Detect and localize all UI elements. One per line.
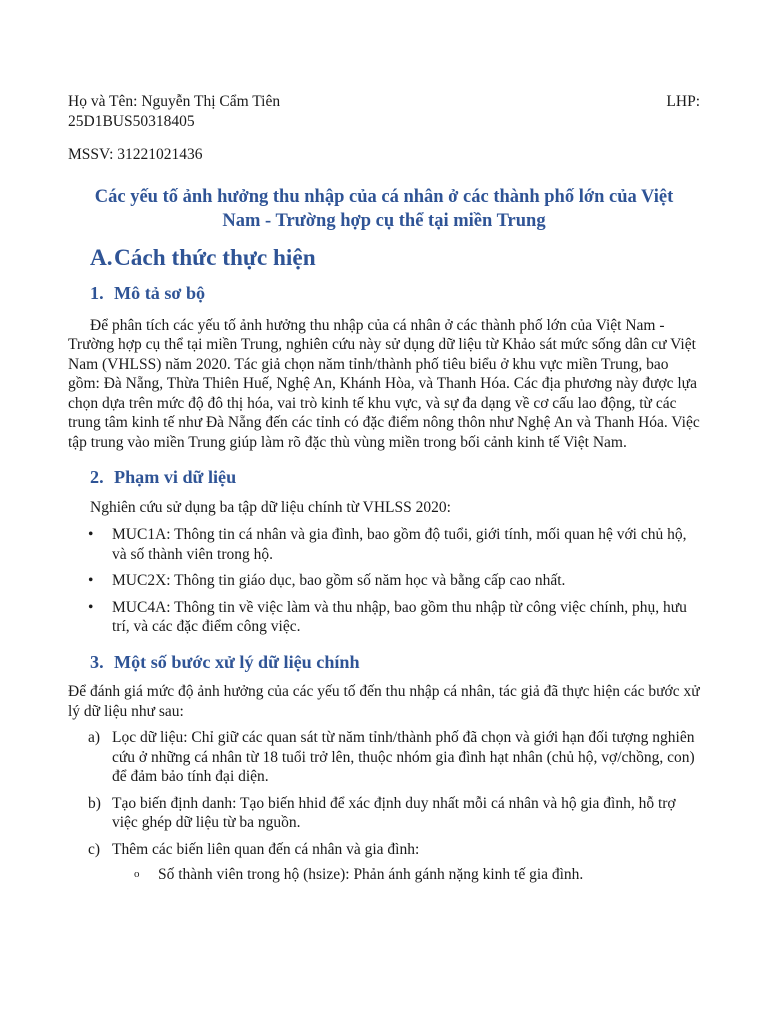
subsection-1-paragraph: Để phân tích các yếu tố ảnh hưởng thu nhập của cá nhân ở các thành phố lớn của Việt Nam - Trường hợp cụ thể tại miền Trung, nghiên cứu này sử dụng dữ liệu từ Khảo sát mức sống dân cư Việt Nam (VHLSS) năm 2020. Tác giả chọn năm tỉnh/thành phố tiêu biểu ở khu vực miền Trung, bao gồm: Đà Nẵng, Thừa Thiên Huế, Nghệ An, Khánh Hòa, và Thanh Hóa. Các địa phương này được lựa chọn dựa trên mức độ đô thị hóa, vai trò kinh tế khu vực, và sự đa dạng về cơ cấu lao động, từ các trung tâm kinh tế như Đà Nẵng đến các tỉnh có đặc điểm nông thôn như Nghệ An và Thanh Hóa. Việc tập trung vào miền Trung giúp làm rõ đặc thù vùng miền trong bối cảnh kinh tế Việt Nam. <box>68 316 700 451</box>
dataset-list <box>68 525 700 637</box>
document-title <box>68 185 700 233</box>
bullet-icon: • <box>88 572 94 589</box>
lhp-label: LHP: <box>666 93 700 110</box>
list-item <box>68 728 700 787</box>
subsection-2-marker: 2. <box>90 467 104 487</box>
step-marker: a) <box>88 729 101 746</box>
bullet-icon: • <box>88 598 94 616</box>
subsection-1-label: Mô tả sơ bộ <box>114 283 206 303</box>
subsection-2-heading <box>90 468 700 488</box>
title-line-1: Các yếu tố ảnh hưởng thu nhập của cá nhân ở các thành phố lớn của Việt <box>94 186 674 207</box>
list-item <box>68 794 700 833</box>
sub-item-list <box>68 865 700 885</box>
list-item <box>68 598 700 637</box>
subsection-3-intro: Để đánh giá mức độ ảnh hưởng của các yếu tố đến thu nhập cá nhân, tác giả đã thực hiện các bước xử lý dữ liệu như sau: <box>68 683 700 720</box>
step-marker: c) <box>88 840 101 858</box>
list-item <box>68 525 700 564</box>
document-page <box>68 92 700 885</box>
section-a-marker: A. <box>90 244 113 271</box>
subsection-3-marker: 3. <box>90 651 104 672</box>
lhp-code: 25D1BUS50318405 <box>68 112 195 130</box>
subsection-2-label: Phạm vi dữ liệu <box>114 467 237 487</box>
sub-item-text: Số thành viên trong hộ (hsize): Phản ánh gánh nặng kinh tế gia đình. <box>158 866 584 883</box>
bullet-icon: • <box>88 526 94 543</box>
circle-bullet-icon: o <box>134 868 140 880</box>
title-line-2: Nam - Trường hợp cụ thể tại miền Trung <box>222 210 546 231</box>
name-line <box>68 92 700 112</box>
section-a-heading <box>90 244 700 271</box>
student-name: Họ và Tên: Nguyễn Thị Cẩm Tiên <box>68 93 281 110</box>
step-text: Thêm các biến liên quan đến cá nhân và gia đình: <box>112 840 420 858</box>
student-id: MSSV: 31221021436 <box>68 146 203 163</box>
subsection-2-intro: Nghiên cứu sử dụng ba tập dữ liệu chính từ VHLSS 2020: <box>90 498 451 516</box>
list-item-text: MUC4A: Thông tin về việc làm và thu nhập, bao gồm thu nhập từ công việc chính, phụ, hưu trí, và các đặc điểm công việc. <box>112 598 687 635</box>
subsection-3-heading <box>90 653 700 673</box>
subsection-1-marker: 1. <box>90 283 104 303</box>
list-item-text: MUC1A: Thông tin cá nhân và gia đình, bao gồm độ tuổi, giới tính, mối quan hệ với chủ hộ, và số thành viên trong hộ. <box>112 526 687 563</box>
step-text: Tạo biến định danh: Tạo biến hhid để xác định duy nhất mỗi cá nhân và hộ gia đình, hỗ trợ việc ghép dữ liệu từ ba nguồn. <box>112 794 676 831</box>
list-item <box>68 865 700 885</box>
subsection-1-heading <box>90 284 700 304</box>
processing-steps <box>68 728 700 859</box>
step-text: Lọc dữ liệu: Chỉ giữ các quan sát từ năm tỉnh/thành phố đã chọn và giới hạn đối tượng nghiên cứu ở những cá nhân từ 18 tuổi trở lên, thuộc nhóm gia đình hạt nhân (chủ hộ, vợ/chồng, con) để đảm bảo tính đại diện. <box>112 729 695 785</box>
subsection-3-label: Một số bước xử lý dữ liệu chính <box>114 651 360 672</box>
step-marker: b) <box>88 794 101 812</box>
list-item <box>68 571 700 591</box>
list-item-text: MUC2X: Thông tin giáo dục, bao gồm số năm học và bằng cấp cao nhất. <box>112 572 566 589</box>
list-item <box>68 840 700 860</box>
section-a-label: Cách thức thực hiện <box>114 244 316 271</box>
